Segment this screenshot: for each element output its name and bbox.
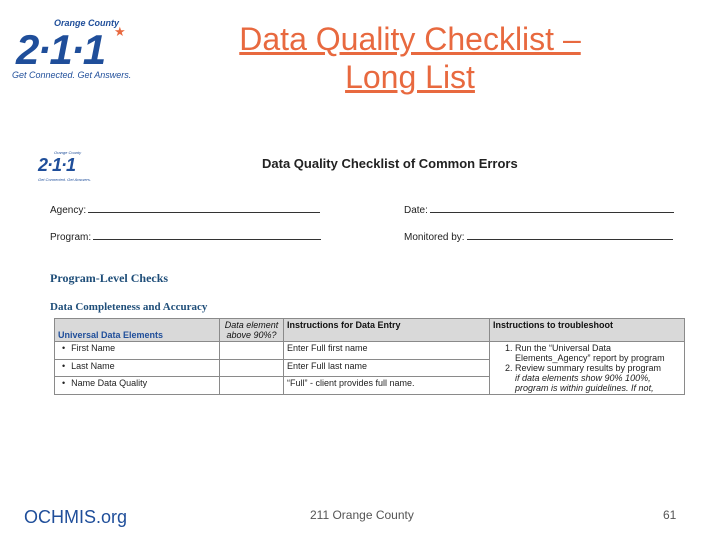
orange-county-211-logo [10, 18, 130, 86]
footer-website: OCHMIS.org [24, 507, 128, 527]
slide-title [150, 20, 670, 96]
element-cell: • Name Data Quality [55, 377, 220, 395]
troubleshoot-steps [493, 343, 681, 393]
checkbox-cell [220, 359, 284, 377]
slide-title-line1: Data Quality Checklist – [239, 21, 581, 57]
header-instructions-entry: Instructions for Data Entry [284, 319, 490, 342]
header-universal-data-elements: Universal Data Elements [55, 319, 220, 342]
monitored-by-label: Monitored by: [404, 232, 465, 243]
agency-label: Agency: [50, 205, 87, 216]
checkbox-cell [220, 377, 284, 395]
troubleshoot-cell [490, 342, 685, 395]
document-logo [36, 150, 91, 186]
logo-tagline: Get Connected. Get Answers. [12, 70, 132, 80]
document-logo-tagline: Get Connected. Get Answers. [38, 177, 91, 182]
troubleshoot-step: 1. Run the “Universal Data Elements_Agency” report by program [515, 343, 681, 363]
document-logo-top: Orange County [54, 150, 82, 155]
agency-field [50, 203, 320, 216]
date-field [404, 203, 674, 216]
data-completeness-table [54, 318, 685, 395]
subsection-title: Data Completeness and Accuracy [50, 301, 208, 313]
header-above-90: Data element above 90%? [220, 319, 284, 342]
footer-organization: 211 Orange County [310, 508, 414, 522]
element-cell: • Last Name [55, 359, 220, 377]
logo-top-text: Orange County [54, 18, 120, 28]
document-logo-number: 2·1·1 [38, 155, 76, 175]
header-instructions-troubleshoot: Instructions to troubleshoot [490, 319, 685, 342]
monitored-by-line [467, 230, 673, 240]
program-field [50, 230, 321, 243]
program-line [93, 230, 321, 240]
agency-line [88, 203, 320, 213]
star-icon: ★ [114, 24, 126, 39]
troubleshoot-step: 2. Review summary results by program [515, 363, 681, 373]
checklist-document-image [36, 146, 690, 418]
monitored-by-field [404, 230, 673, 243]
instruction-cell: Enter Full first name [284, 342, 490, 360]
program-label: Program: [50, 232, 92, 243]
document-title: Data Quality Checklist of Common Errors [262, 156, 518, 171]
section-title: Program-Level Checks [50, 271, 169, 285]
checkbox-cell [220, 342, 284, 360]
element-cell: • First Name [55, 342, 220, 360]
table-row [55, 342, 685, 360]
logo-number: 2·1·1 [16, 26, 105, 73]
instruction-cell: Enter Full last name [284, 359, 490, 377]
slide-title-line2: Long List [345, 59, 475, 95]
instruction-cell: “Full” - client provides full name. [284, 377, 490, 395]
date-label: Date: [404, 205, 428, 216]
troubleshoot-note: if data elements show 90% 100%, program is within guidelines. If not, [515, 373, 654, 393]
slide-number: 61 [663, 508, 677, 522]
date-line [430, 203, 674, 213]
